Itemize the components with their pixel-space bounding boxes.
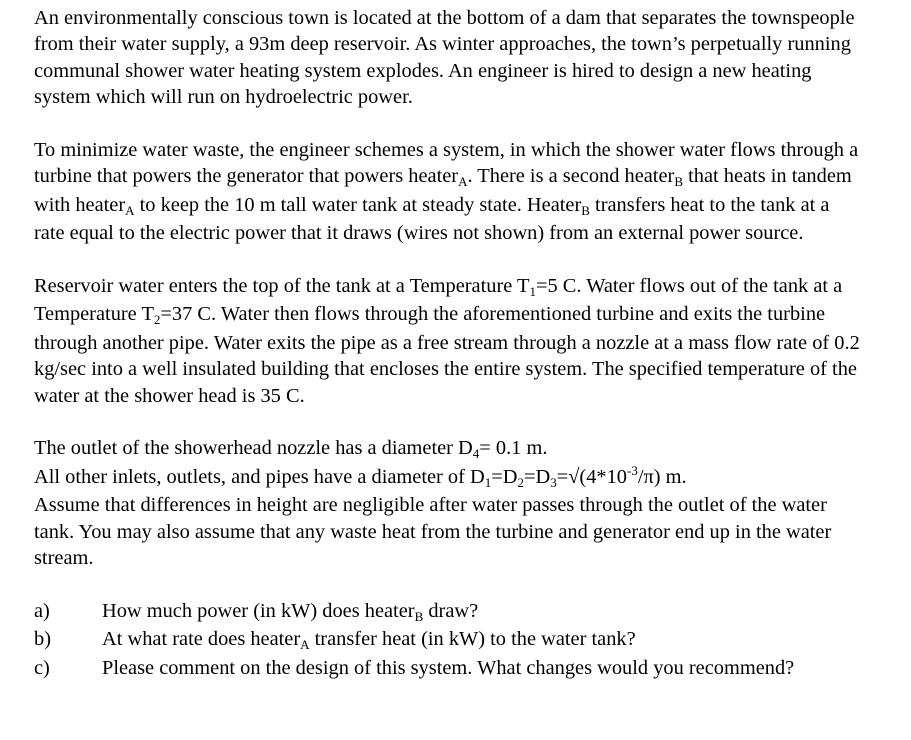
- paragraph-text: =√(4*10: [556, 465, 627, 488]
- paragraph-text: transfers heat to the tank at a rate equal to the electric power that it draws (wires not shown) from an external power source.: [34, 193, 830, 245]
- paragraph-flow: [34, 273, 864, 409]
- question-letter: c): [34, 656, 50, 679]
- paragraph-text: to keep the 10 m tall water tank at steady state. Heater: [134, 193, 582, 216]
- subscript: 1: [529, 284, 536, 300]
- subscript: A: [300, 637, 310, 653]
- question-item: [34, 598, 864, 626]
- subscript: B: [414, 608, 424, 624]
- paragraph-text: Reservoir water enters the top of the tank at a Temperature T: [34, 275, 530, 298]
- question-item: [34, 626, 864, 654]
- subscript: A: [458, 174, 468, 190]
- subscript: B: [674, 174, 683, 190]
- question-letter: b): [34, 628, 51, 651]
- paragraph-geometry: [34, 435, 864, 571]
- question-list: [34, 598, 864, 681]
- paragraph-text: =D: [491, 465, 518, 488]
- paragraph-text: = 0.1 m.: [479, 437, 548, 460]
- question-letter: a): [34, 599, 50, 622]
- paragraph-text: that heats in tandem with heater: [34, 165, 852, 216]
- superscript: -3: [626, 462, 638, 478]
- question-text: Please comment on the design of this system. What changes would you recommend?: [102, 656, 795, 679]
- question-item: [34, 655, 864, 681]
- assumption-text: Assume that differences in height are negligible after water passes through the outlet of the water tank. You may also assume that any waste heat from the turbine and generator end up in the water stream.: [34, 494, 832, 570]
- question-text: [102, 598, 864, 626]
- question-text: [102, 626, 864, 654]
- subscript: 4: [472, 446, 480, 462]
- paragraph-text: . There is a second heater: [467, 165, 675, 188]
- paragraph-text: To minimize water waste, the engineer schemes a system, in which the shower water flows through a turbine that powers the generator that powers heater: [34, 139, 859, 188]
- question-text-part: At what rate does heater: [102, 628, 301, 651]
- paragraph-text: All other inlets, outlets, and pipes have a diameter of D: [34, 465, 485, 488]
- paragraph-intro: An environmentally conscious town is located at the bottom of a dam that separates the townspeople from their water supply, a 93m deep reservoir. As winter approaches, the town’s perpetually running communal shower water heating system explodes. An engineer is hired to design a new heating system which will run on hydroelectric power.: [34, 7, 855, 109]
- problem-document: [34, 5, 864, 681]
- paragraph-text: =37 C. Water then flows through the aforementioned turbine and exits the turbine through another pipe. Water exits the pipe as a free stream through a nozzle at a mass flow rate of 0.2 kg/sec into a well insulated building that encloses the entire system. The specified temperature of the water at the shower head is 35 C.: [34, 303, 860, 407]
- diameter-line: [34, 464, 864, 492]
- nozzle-line: [34, 435, 864, 463]
- subscript: 3: [550, 474, 557, 490]
- subscript: 1: [484, 474, 492, 490]
- paragraph-text: =D: [523, 465, 551, 488]
- paragraph-text: =5 C. Water flows out of the tank at a Temperature T: [34, 275, 843, 326]
- question-text-part: draw?: [423, 599, 479, 622]
- subscript: B: [581, 202, 590, 218]
- subscript: 2: [153, 312, 161, 328]
- subscript: A: [125, 202, 135, 218]
- subscript: 2: [517, 474, 524, 490]
- paragraph-system: [34, 137, 864, 247]
- question-text-part: transfer heat (in kW) to the water tank?: [309, 628, 636, 651]
- paragraph-text: /π) m.: [637, 465, 687, 488]
- paragraph-text: The outlet of the showerhead nozzle has a diameter D: [34, 437, 473, 460]
- question-text-part: How much power (in kW) does heater: [102, 599, 415, 622]
